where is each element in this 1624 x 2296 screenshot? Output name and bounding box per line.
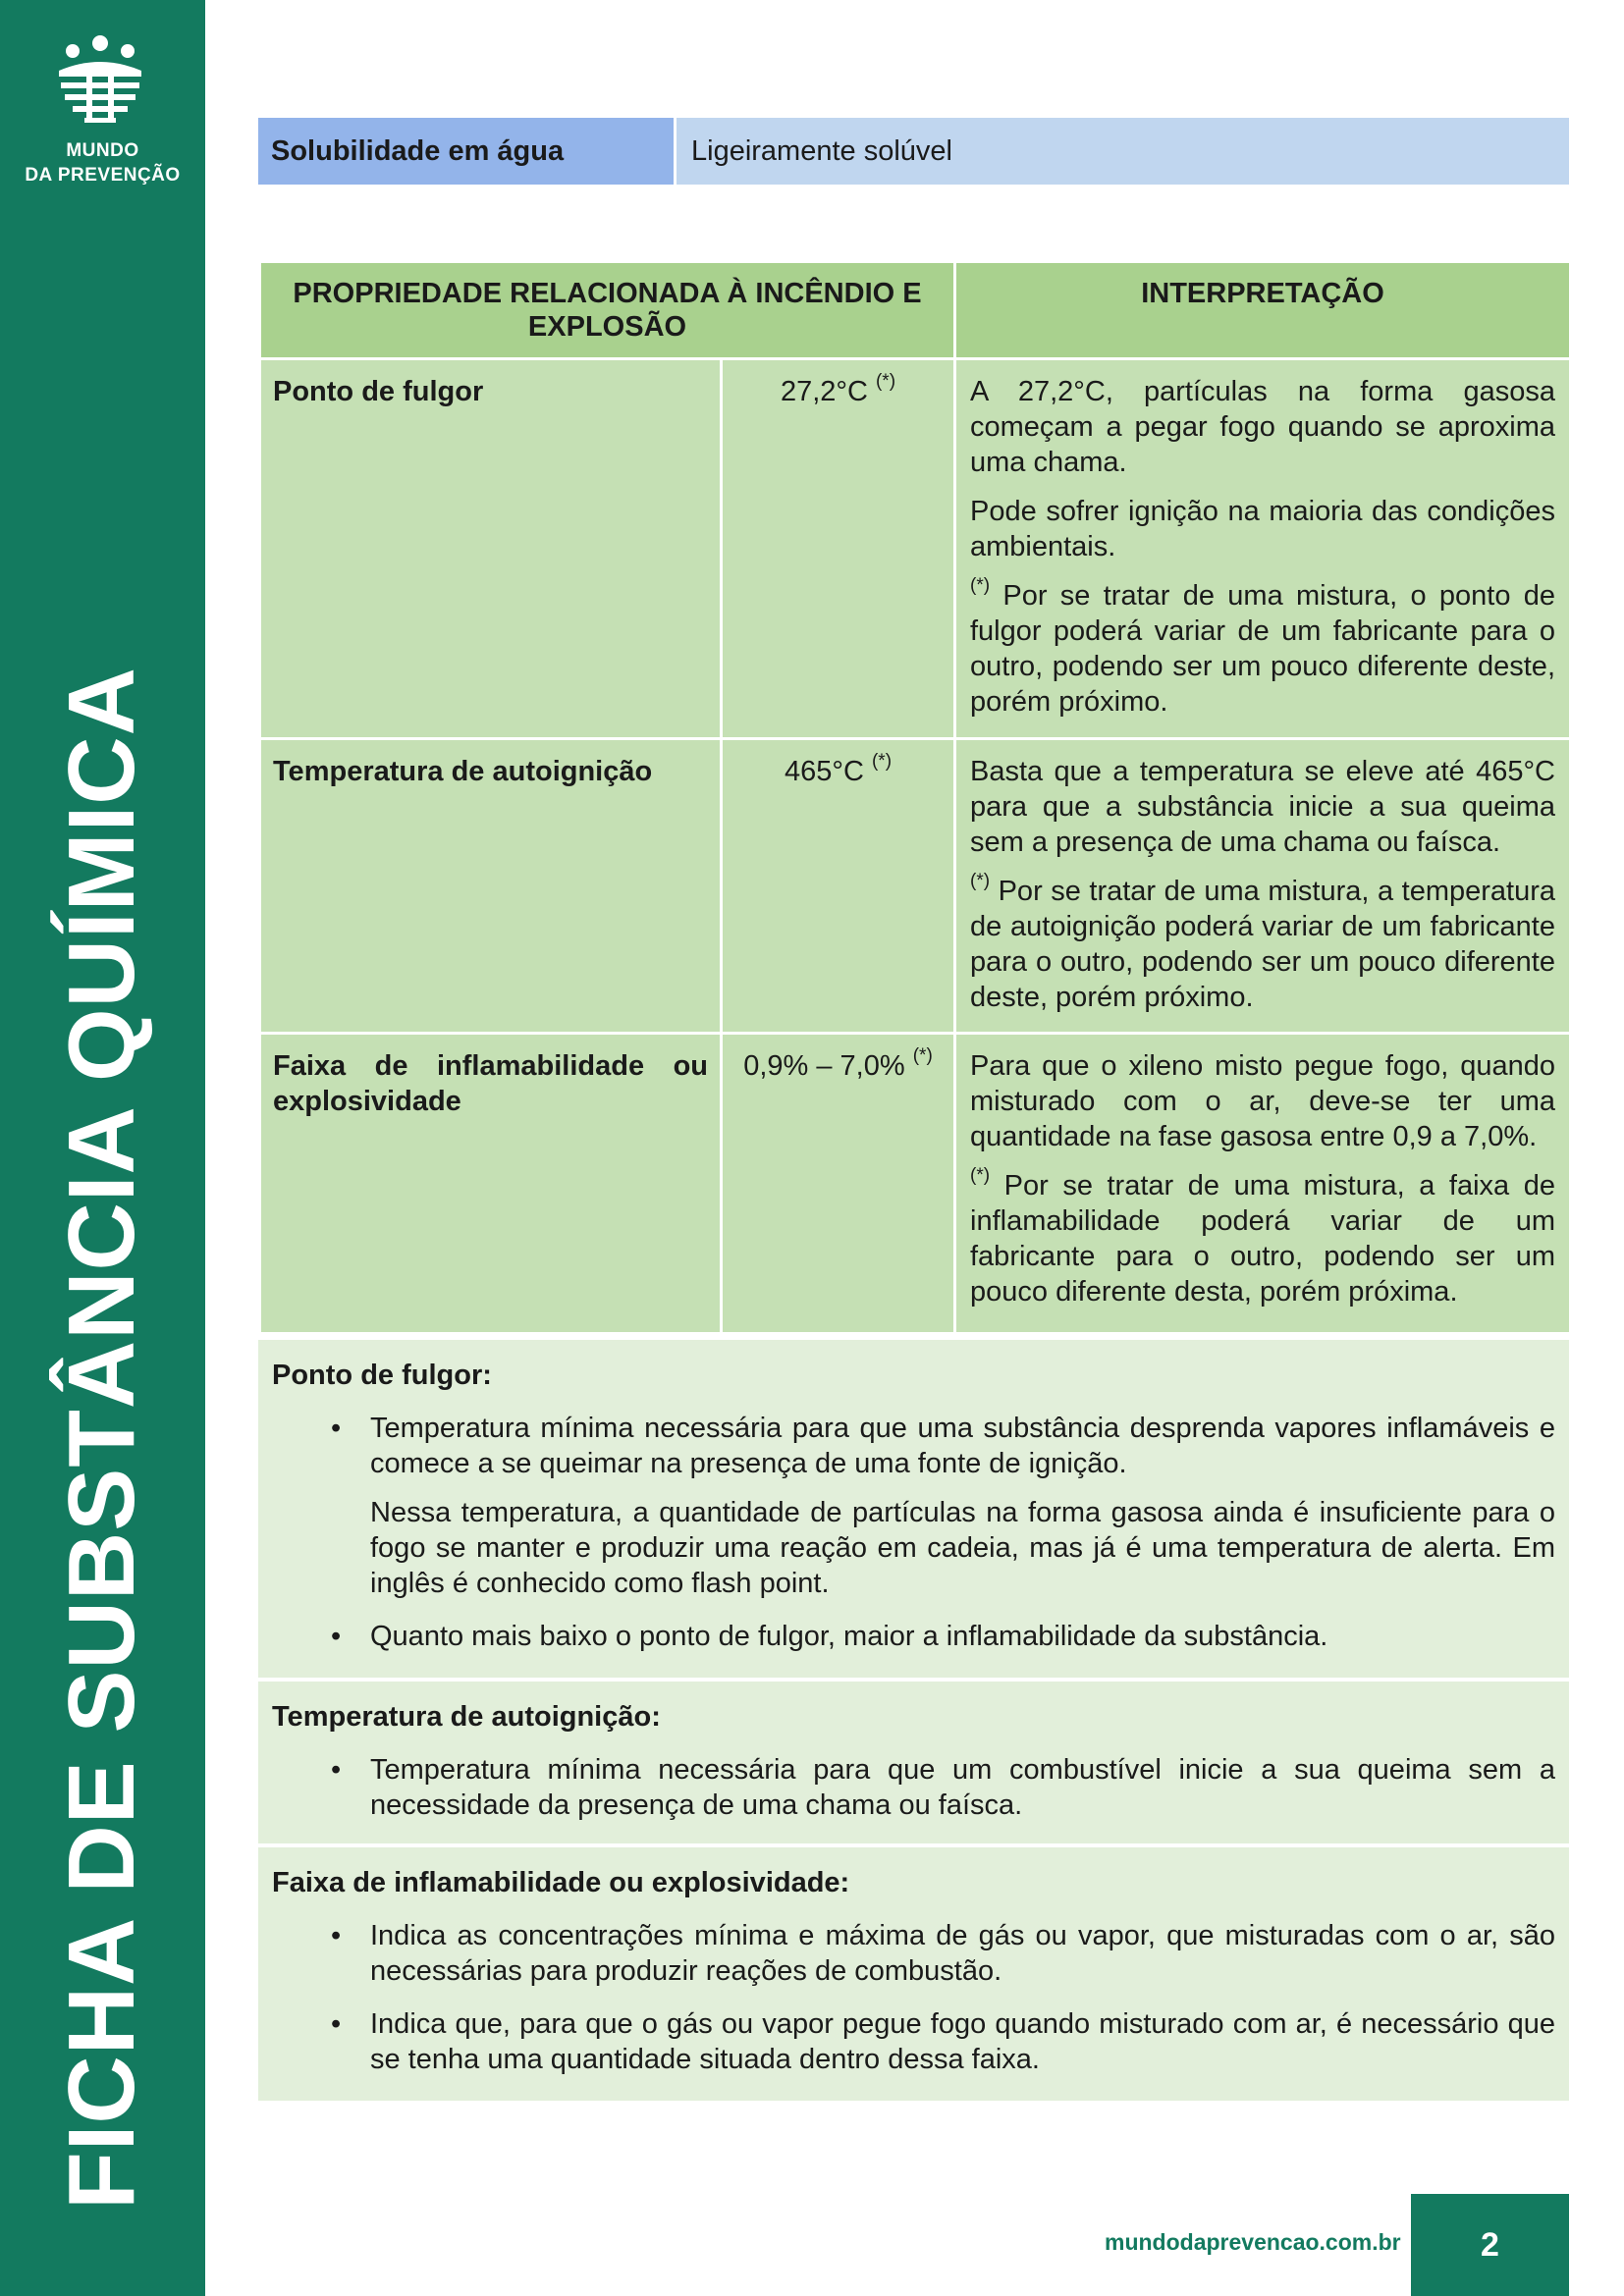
definition-list [272,1411,1555,1654]
interpretation-text: Pode sofrer ignição na maioria das condições ambientais. [970,496,1555,562]
definition-title: Ponto de fulgor: [272,1360,492,1391]
note-text: Por se tratar de uma mistura, a temperatura de autoignição poderá variar de um fabricante para o outro, podendo ser um pouco diferente deste, porém próximo. [970,876,1555,1013]
header-property: PROPRIEDADE RELACIONADA À INCÊNDIO E EXPLOSÃO [260,262,955,359]
solubility-row [258,118,1569,185]
definition-list [272,1918,1555,2077]
bullet-icon: • [331,1413,342,1444]
property-name: Faixa de inflamabilidade ou explosividade [260,1034,722,1334]
definition-text: Indica as concentrações mínima e máxima de gás ou vapor, que misturadas com o ar, são necessárias para produzir reações de combustão. [370,1920,1555,1987]
definition-flammability-range [258,1847,1569,2101]
property-name: Ponto de fulgor [260,359,722,739]
definition-title: Faixa de inflamabilidade ou explosividade: [272,1867,850,1898]
list-item [272,1619,1555,1654]
table-header-row [260,262,1571,359]
note-marker: (*) [871,751,893,773]
solubility-value: Ligeiramente solúvel [677,118,1569,185]
brand-line-1: MUNDO [66,140,139,161]
sidebar [0,0,205,2296]
globe-people-logo-icon [51,31,149,130]
interpretation-text: Para que o xileno misto pegue fogo, quando misturado com o ar, deve-se ter uma quantidade na fase gasosa entre 0,9 a 7,0%. [970,1050,1555,1152]
note-marker: (*) [970,575,991,597]
definition-text: Quanto mais baixo o ponto de fulgor, maior a inflamabilidade da substância. [370,1621,1328,1652]
note-marker: (*) [912,1045,933,1067]
interpretation-text: A 27,2°C, partículas na forma gasosa começam a pegar fogo quando se aproxima uma chama. [970,376,1555,478]
definition-text: Nessa temperatura, a quantidade de partículas na forma gasosa ainda é insuficiente para o fogo se manter e produzir uma reação em cadeia, mas já é uma temperatura de alerta. Em inglês é conhecido como flash point. [370,1497,1555,1599]
note-marker: (*) [875,371,896,393]
bullet-icon: • [331,1754,342,1786]
definition-flash-point [258,1340,1569,1678]
list-item [272,2006,1555,2077]
note-text: Por se tratar de uma mistura, a faixa de inflamabilidade poderá variar de um fabricante para o outro, podendo ser um pouco diferente desta, porém próxima. [970,1170,1555,1308]
fire-explosion-table [258,260,1572,1335]
bullet-icon: • [331,1920,342,1951]
property-value [722,1034,955,1334]
interpretation-text: Basta que a temperatura se eleve até 465°C para que a substância inicie a sua queima sem a presença de uma chama ou faísca. [970,756,1555,858]
value-text: 465°C [784,756,864,787]
solubility-label: Solubilidade em água [258,118,674,185]
brand-line-2: DA PREVENÇÃO [25,165,181,186]
list-item [272,1918,1555,1989]
interpretation [955,359,1571,739]
footer-url[interactable]: mundodaprevencao.com.br [1105,2229,1401,2255]
table-row [260,1034,1571,1334]
bullet-icon: • [331,2008,342,2040]
property-name: Temperatura de autoignição [260,739,722,1034]
header-interpretation: INTERPRETAÇÃO [955,262,1571,359]
value-text: 27,2°C [780,376,868,407]
brand-name [0,138,205,187]
note-marker: (*) [970,1165,991,1187]
definition-title: Temperatura de autoignição: [272,1701,661,1733]
list-item [272,1411,1555,1601]
note-marker: (*) [970,871,991,892]
definition-text: Indica que, para que o gás ou vapor pegue fogo quando misturado com ar, é necessário que se tenha uma quantidade situada dentro dessa faixa. [370,2008,1555,2075]
definition-text: Temperatura mínima necessária para que um combustível inicie a sua queima sem a necessidade da presença de uma chama ou faísca. [370,1754,1555,1821]
interpretation-note [970,871,1555,1015]
property-value [722,359,955,739]
definition-text: Temperatura mínima necessária para que uma substância desprenda vapores inflamáveis e comece a se queimar na presença de uma fonte de ignição. [370,1413,1555,1479]
definition-list [272,1752,1555,1823]
list-item [272,1752,1555,1823]
interpretation-note [970,1165,1555,1309]
note-text: Por se tratar de uma mistura, o ponto de fulgor poderá variar de um fabricante para o outro, podendo ser um pouco diferente deste, porém próximo. [970,580,1556,718]
sidebar-title: FICHA DE SUBSTÂNCIA QUÍMICA [49,667,154,2210]
interpretation-note [970,575,1556,720]
bullet-icon: • [331,1621,342,1652]
interpretation [955,739,1571,1034]
page-number: 2 [1411,2194,1569,2296]
property-value [722,739,955,1034]
table-row [260,739,1571,1034]
definition-autoignition [258,1682,1569,1843]
value-text: 0,9% – 7,0% [743,1050,905,1082]
interpretation [955,1034,1571,1334]
table-row [260,359,1571,739]
